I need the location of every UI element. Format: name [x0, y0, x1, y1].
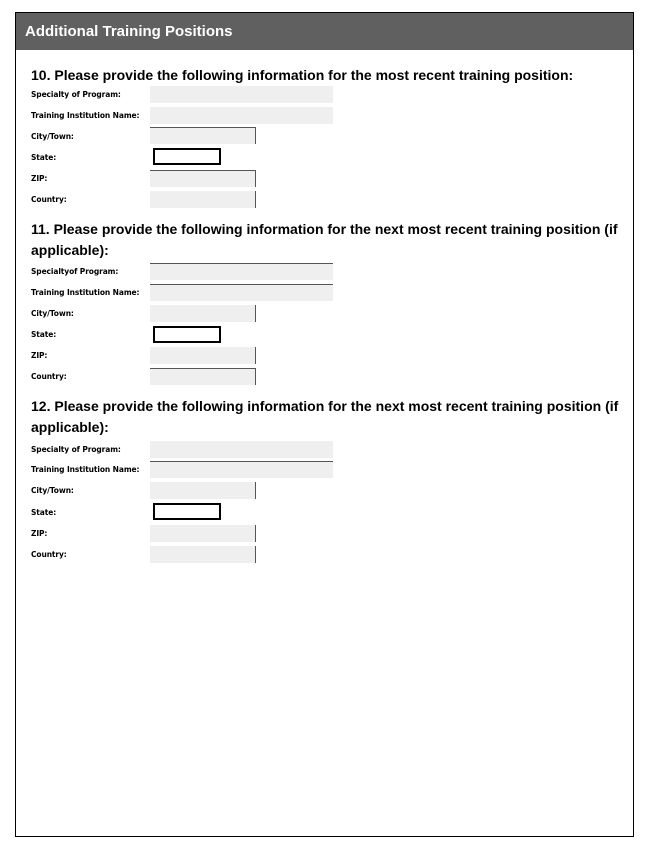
- zip-label: ZIP:: [31, 174, 48, 183]
- specialty-label: Specialty of Program:: [31, 445, 121, 454]
- question-12: 12. Please provide the following information for the next most recent training position (if applicable):: [31, 398, 619, 435]
- country-input-11[interactable]: [150, 368, 256, 385]
- specialty-input-10[interactable]: [150, 86, 333, 103]
- city-input-10[interactable]: [150, 127, 256, 144]
- specialty-label: Specialtyof Program:: [31, 267, 119, 276]
- question-11: 11. Please provide the following information for the next most recent training position (if applicable):: [31, 221, 618, 258]
- country-label: Country:: [31, 550, 67, 559]
- institution-input-12[interactable]: [150, 461, 333, 478]
- specialty-input-12[interactable]: [150, 441, 333, 458]
- city-label: City/Town:: [31, 132, 74, 141]
- country-input-10[interactable]: [150, 191, 256, 208]
- specialty-input-11[interactable]: [150, 263, 333, 280]
- zip-label: ZIP:: [31, 351, 48, 360]
- city-label: City/Town:: [31, 486, 74, 495]
- state-label: State:: [31, 508, 57, 517]
- state-input-11[interactable]: [153, 326, 221, 343]
- section-header: Additional Training Positions: [16, 13, 633, 50]
- institution-input-10[interactable]: [150, 107, 333, 124]
- country-input-12[interactable]: [150, 546, 256, 563]
- question-10: 10. Please provide the following information for the most recent training position:: [31, 67, 574, 83]
- specialty-label: Specialty of Program:: [31, 90, 121, 99]
- state-label: State:: [31, 153, 57, 162]
- state-label: State:: [31, 330, 57, 339]
- institution-input-11[interactable]: [150, 284, 333, 301]
- institution-label: Training Institution Name:: [31, 111, 140, 120]
- zip-label: ZIP:: [31, 529, 48, 538]
- country-label: Country:: [31, 372, 67, 381]
- city-label: City/Town:: [31, 309, 74, 318]
- institution-label: Training Institution Name:: [31, 288, 140, 297]
- form-page: [15, 12, 634, 837]
- state-input-10[interactable]: [153, 148, 221, 165]
- zip-input-11[interactable]: [150, 347, 256, 364]
- zip-input-12[interactable]: [150, 525, 256, 542]
- state-input-12[interactable]: [153, 503, 221, 520]
- city-input-11[interactable]: [150, 305, 256, 322]
- institution-label: Training Institution Name:: [31, 465, 140, 474]
- zip-input-10[interactable]: [150, 170, 256, 187]
- city-input-12[interactable]: [150, 482, 256, 499]
- country-label: Country:: [31, 195, 67, 204]
